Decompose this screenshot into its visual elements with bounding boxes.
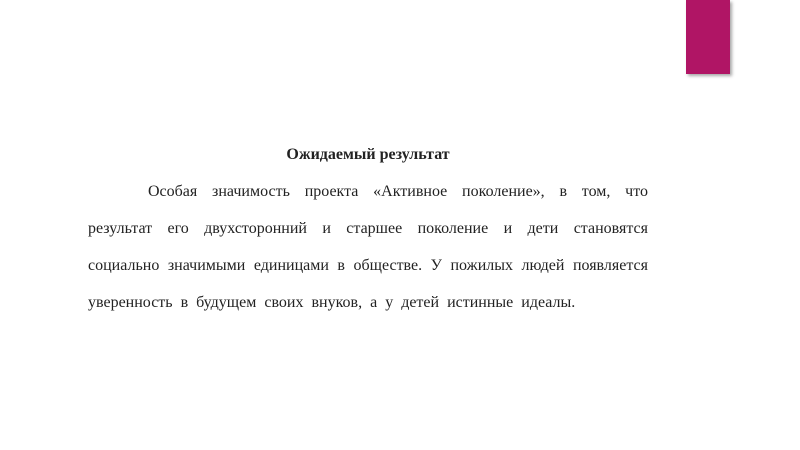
slide-title: Ожидаемый результат bbox=[286, 146, 450, 163]
accent-bar bbox=[686, 0, 730, 74]
slide-paragraph: Особая значимость проекта «Активное поколение», в том, что результат его двухсторонний и старшее поколение и дети становятся социально значимыми единицами в обществе. У пожилых людей появляется уверенность в будущем своих внуков, а у детей истинные идеалы. bbox=[88, 183, 648, 311]
slide-content bbox=[88, 145, 648, 321]
